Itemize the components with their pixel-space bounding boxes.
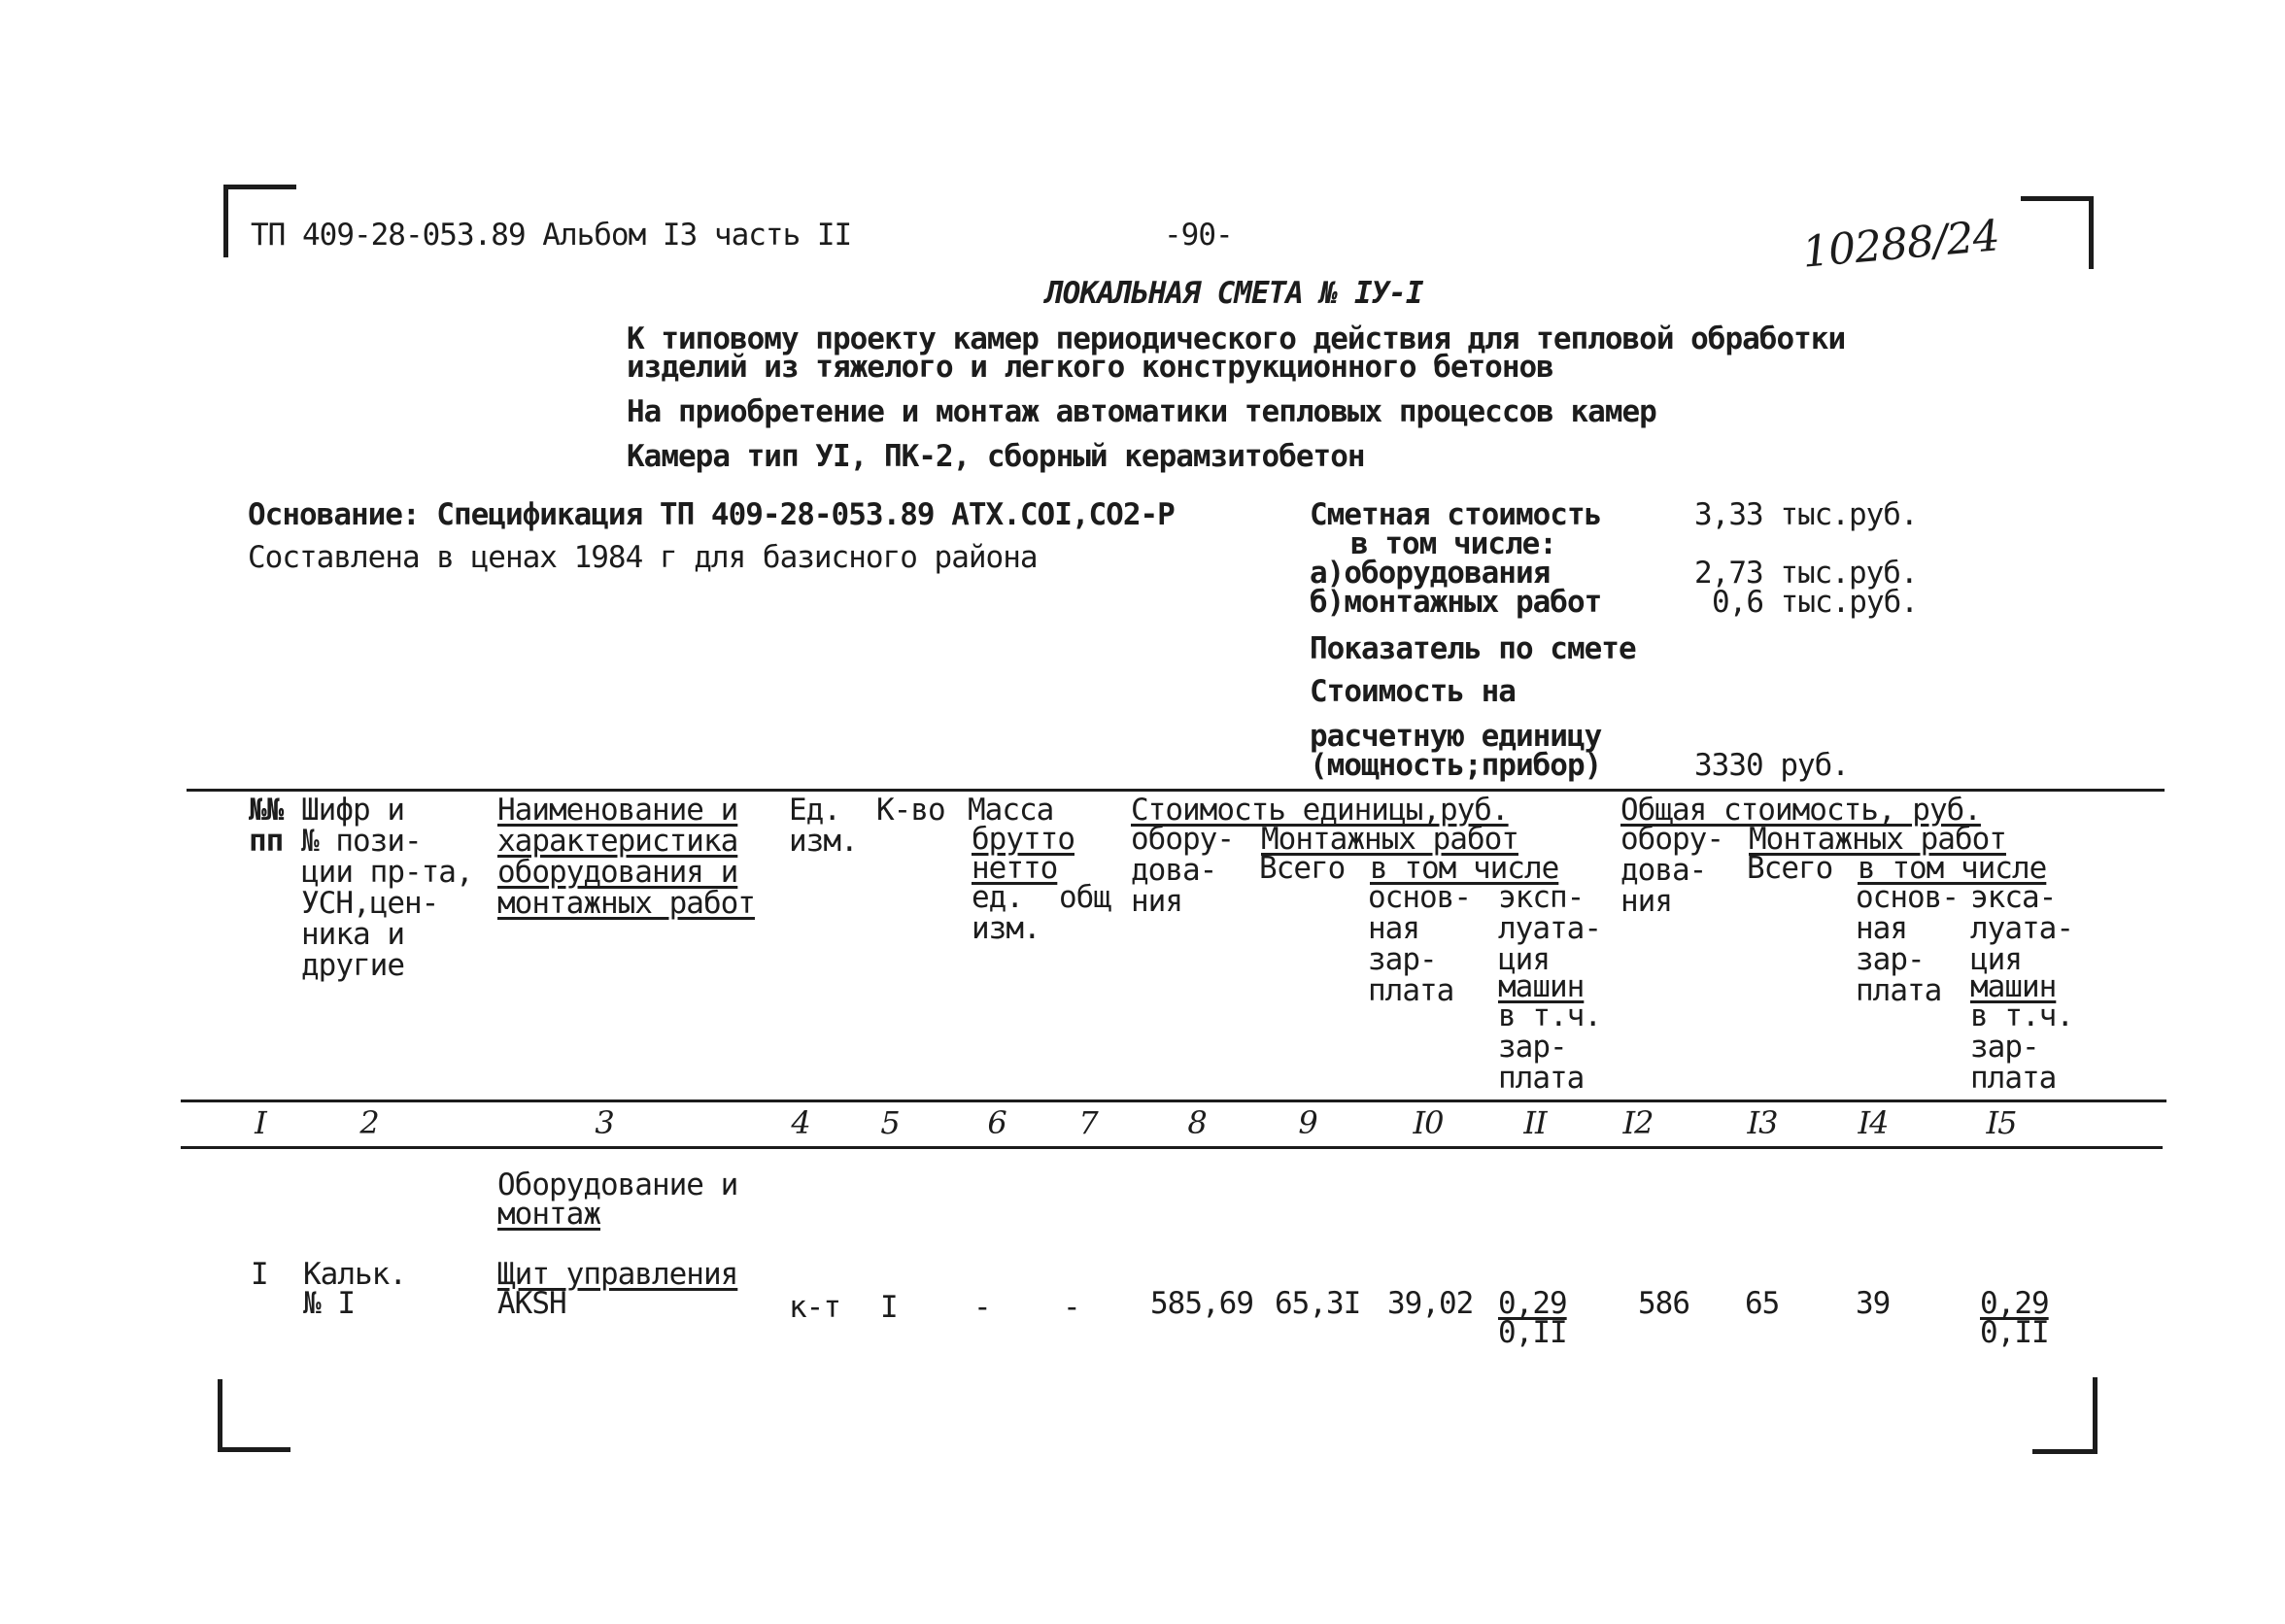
col-header-unit-total: Всего <box>1259 851 1346 886</box>
col-header-unit-machines-underlined: машин <box>1498 969 1585 1004</box>
table-row-name-1: Щит управления <box>497 1257 738 1292</box>
column-number-14: I4 <box>1858 1104 1889 1141</box>
col-header-total-equipment: обору- дова- ния <box>1620 822 1723 919</box>
col-header-unit: Ед. изм. <box>789 793 858 859</box>
col-header-mass-unit: ед. изм. <box>972 880 1040 946</box>
col-header-total-wage: основ- ная зар- плата <box>1856 880 1959 1008</box>
col-header-total-cost: Общая стоимость, руб. <box>1620 793 1981 828</box>
indicator-label: Показатель по смете <box>1310 631 1636 666</box>
frame-corner-top-right <box>2021 196 2094 269</box>
col-header-total-machines: экса- луата- ция <box>1970 880 2073 977</box>
table-row-equipment-unit-cost: 585,69 <box>1150 1286 1253 1321</box>
col-header-unit-wage: основ- ная зар- плата <box>1368 880 1471 1008</box>
document-reference: ТП 409-28-053.89 Альбом I3 часть II <box>251 218 852 253</box>
col-header-unit-machines: эксп- луата- ция <box>1498 880 1601 977</box>
table-row-machine-wage-total: 0,II <box>1980 1315 2049 1350</box>
table-row-machine-unit-cost: 0,29 <box>1498 1286 1567 1321</box>
col-header-mass: Масса <box>968 793 1054 828</box>
column-number-2: 2 <box>359 1104 379 1141</box>
estimated-cost-value: 3,33 тыс.руб. <box>1694 497 1918 532</box>
col-header-unit-equipment: обору- дова- ния <box>1131 822 1234 919</box>
unit-cost-label-3: (мощность;прибор) <box>1310 748 1602 783</box>
handwritten-archive-number: 10288/24 <box>1800 211 2001 278</box>
column-number-6: 6 <box>987 1104 1006 1141</box>
column-number-4: 4 <box>791 1104 810 1141</box>
basis-line: Основание: Спецификация ТП 409-28-053.89 АТХ.СОI,СО2-Р <box>248 497 1175 532</box>
table-row-machine-wage-unit-cost: 0,II <box>1498 1315 1567 1350</box>
col-header-unit-machine-wage: в т.ч. зар- плата <box>1498 998 1601 1096</box>
col-header-total-machines-underlined: машин <box>1970 969 2057 1004</box>
column-number-7: 7 <box>1078 1104 1098 1141</box>
col-header-mass-netto: нетто <box>972 851 1058 886</box>
section-title-line-2: монтаж <box>497 1197 600 1232</box>
unit-cost-label-1: Стоимость на <box>1310 674 1516 709</box>
table-row-code-2: № I <box>303 1286 355 1321</box>
table-row-mass-total: - <box>1063 1290 1080 1325</box>
column-number-10: I0 <box>1413 1104 1444 1141</box>
description-line-1: К типовому проекту камер периодического действия для тепловой обработки <box>627 321 1846 356</box>
table-top-rule <box>187 789 2165 792</box>
col-header-quantity: К-во <box>876 793 945 828</box>
table-row-number: I <box>251 1257 268 1292</box>
table-row-quantity: I <box>880 1290 898 1325</box>
description-line-2: изделий из тяжелого и легкого конструкционного бетонов <box>627 350 1553 385</box>
column-number-9: 9 <box>1298 1104 1317 1141</box>
unit-cost-value: 3330 руб. <box>1694 748 1849 783</box>
col-header-total-installation: Монтажных работ <box>1749 822 2006 857</box>
estimated-cost-label: Сметная стоимость <box>1310 497 1602 532</box>
table-row-machine-total: 0,29 <box>1980 1286 2049 1321</box>
col-header-code: Шифр и № пози- ции пр-та, УСН,цен- ника и другие <box>301 793 473 983</box>
column-number-8: 8 <box>1187 1104 1207 1141</box>
equipment-cost-value: 2,73 тыс.руб. <box>1694 556 1918 591</box>
table-row-mass-unit: - <box>973 1290 991 1325</box>
col-header-row-number: №№ пп <box>249 793 284 859</box>
col-header-unit-installation: Монтажных работ <box>1261 822 1518 857</box>
table-row-wage-unit-cost: 39,02 <box>1387 1286 1474 1321</box>
table-row-equipment-total: 586 <box>1638 1286 1689 1321</box>
page-number: -90- <box>1164 218 1233 253</box>
table-row-name-2: AKSH <box>497 1286 566 1321</box>
col-header-total-sum: Всего <box>1747 851 1833 886</box>
column-number-1: I <box>255 1104 266 1141</box>
col-header-name: Наименование и характеристика оборудования и монтажных работ <box>497 793 755 921</box>
col-header-mass-total: общ <box>1059 880 1110 915</box>
column-numbers-bottom-rule <box>181 1146 2163 1149</box>
column-number-5: 5 <box>880 1104 900 1141</box>
col-header-unit-cost: Стоимость единицы,руб. <box>1131 793 1509 828</box>
unit-cost-label-2: расчетную единицу <box>1310 719 1602 754</box>
col-header-total-machine-wage: в т.ч. зар- плата <box>1970 998 2073 1096</box>
table-header-bottom-rule <box>181 1100 2166 1102</box>
column-number-3: 3 <box>595 1104 614 1141</box>
description-line-3: На приобретение и монтаж автоматики тепловых процессов камер <box>627 394 1656 429</box>
column-number-15: I5 <box>1986 1104 2017 1141</box>
installation-cost-value: 0,6 тыс.руб. <box>1712 585 1918 620</box>
including-label: в том числе: <box>1350 526 1556 561</box>
table-row-wage-total: 39 <box>1856 1286 1891 1321</box>
column-number-11: II <box>1523 1104 1547 1141</box>
section-title-line-1: Оборудование и <box>497 1167 738 1202</box>
column-number-12: I2 <box>1622 1104 1654 1141</box>
table-row-code-1: Кальк. <box>303 1257 406 1292</box>
document-title: ЛОКАЛЬНАЯ СМЕТА № IУ-I <box>1045 276 1423 311</box>
table-row-installation-unit-cost: 65,3I <box>1275 1286 1361 1321</box>
table-row-unit: к-т <box>789 1290 840 1325</box>
table-row-installation-total: 65 <box>1745 1286 1780 1321</box>
description-line-4: Камера тип УI, ПК-2, сборный керамзитобетон <box>627 439 1365 474</box>
installation-cost-label: б)монтажных работ <box>1310 585 1602 620</box>
price-base-line: Составлена в ценах 1984 г для базисного района <box>248 540 1038 575</box>
frame-corner-bottom-left <box>218 1379 290 1452</box>
frame-corner-bottom-right <box>2032 1377 2097 1454</box>
col-header-unit-including: в том числе <box>1370 851 1559 886</box>
col-header-total-including: в том числе <box>1858 851 2047 886</box>
column-number-13: I3 <box>1747 1104 1778 1141</box>
col-header-mass-brutto: брутто <box>972 822 1074 857</box>
equipment-cost-label: а)оборудования <box>1310 556 1551 591</box>
